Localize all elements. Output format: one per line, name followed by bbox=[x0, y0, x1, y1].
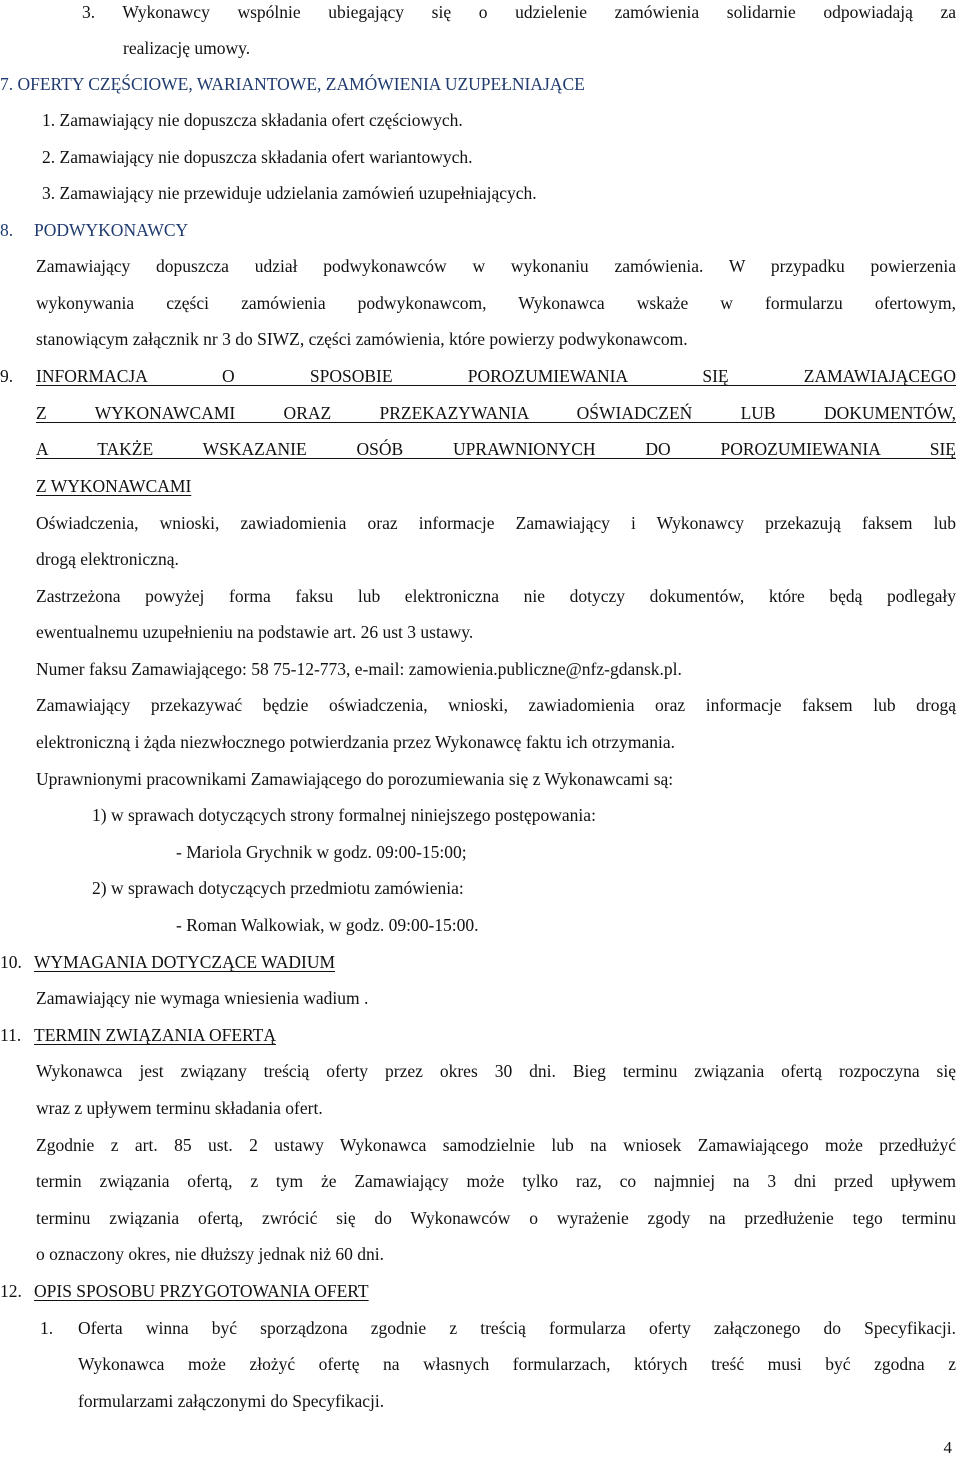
paragraph: Zastrzeżona powyżej forma faksu lub elektroniczna nie dotyczy dokumentów, które będą podlegały bbox=[36, 586, 956, 606]
section-heading-9: INFORMACJA O SPOSOBIE POROZUMIEWANIA SIĘ ZAMAWIAJĄCEGO bbox=[36, 366, 956, 386]
list-item: 2. Zamawiający nie dopuszcza składania ofert wariantowych. bbox=[42, 147, 473, 167]
paragraph: Zamawiający dopuszcza udział podwykonawców w wykonaniu zamówienia. W przypadku powierzenia bbox=[36, 256, 956, 276]
section-heading-8: 8. PODWYKONAWCY bbox=[0, 220, 189, 240]
list-item: 1) w sprawach dotyczących strony formalnej niniejszego postępowania: bbox=[92, 805, 596, 825]
paragraph: wraz z upływem terminu składania ofert. bbox=[36, 1098, 323, 1118]
list-item-continuation: formularzami załączonymi do Specyfikacji. bbox=[78, 1391, 385, 1411]
list-subitem: - Roman Walkowiak, w godz. 09:00-15:00. bbox=[176, 915, 479, 935]
list-item: Oferta winna być sporządzona zgodnie z treścią formularza oferty załączonego do Specyfikacji. bbox=[78, 1318, 956, 1338]
list-item-continuation: Wykonawca może złożyć ofertę na własnych formularzach, których treść musi być zgodna z bbox=[78, 1354, 956, 1374]
paragraph: wykonywania części zamówienia podwykonawcom, Wykonawca wskaże w formularzu ofertowym, bbox=[36, 293, 956, 313]
contact-line: Numer faksu Zamawiającego: 58 75-12-773, e-mail: zamowienia.publiczne@nfz-gdansk.pl. bbox=[36, 659, 682, 679]
paragraph: ewentualnemu uzupełnieniu na podstawie art. 26 ust 3 ustawy. bbox=[36, 622, 474, 642]
list-subitem: - Mariola Grychnik w godz. 09:00-15:00; bbox=[176, 842, 467, 862]
paragraph: terminu związania ofertą, zwrócić się do Wykonawców o wyrażenie zgody na przedłużenie tego terminu bbox=[36, 1208, 956, 1228]
list-item-number: 1. bbox=[40, 1318, 54, 1338]
list-item: 2) w sprawach dotyczących przedmiotu zamówienia: bbox=[92, 878, 464, 898]
section-heading-9-line: A TAKŻE WSKAZANIE OSÓB UPRAWNIONYCH DO POROZUMIEWANIA SIĘ bbox=[36, 439, 956, 459]
paragraph: termin związania ofertą, z tym że Zamawiający może tylko raz, co najmniej na 3 dni przed upływem bbox=[36, 1171, 956, 1191]
list-item: 3. Zamawiający nie przewiduje udzielania zamówień uzupełniających. bbox=[42, 183, 537, 203]
paragraph: drogą elektroniczną. bbox=[36, 549, 179, 569]
section-heading-7: 7. OFERTY CZĘŚCIOWE, WARIANTOWE, ZAMÓWIENIA UZUPEŁNIAJĄCE bbox=[0, 74, 585, 94]
page-number: 4 bbox=[943, 1438, 952, 1457]
paragraph: stanowiącym załącznik nr 3 do SIWZ, części zamówienia, które powierzy podwykonawcom. bbox=[36, 329, 688, 349]
section-number-9: 9. bbox=[0, 366, 14, 386]
section-heading-10: 10. WYMAGANIA DOTYCZĄCE WADIUM bbox=[0, 952, 336, 972]
paragraph: Zamawiający nie wymaga wniesienia wadium . bbox=[36, 988, 369, 1008]
section-heading-9-line: Z WYKONAWCAMI ORAZ PRZEKAZYWANIA OŚWIADCZEŃ LUB DOKUMENTÓW, bbox=[36, 403, 956, 423]
list-item: 3. Wykonawcy wspólnie ubiegający się o udzielenie zamówienia solidarnie odpowiadają za bbox=[82, 2, 956, 22]
paragraph: elektroniczną i żąda niezwłocznego potwierdzania przez Wykonawcę faktu ich otrzymania. bbox=[36, 732, 676, 752]
paragraph: Uprawnionymi pracownikami Zamawiającego do porozumiewania się z Wykonawcami są: bbox=[36, 769, 674, 789]
section-heading-12: 12. OPIS SPOSOBU PRZYGOTOWANIA OFERT bbox=[0, 1281, 369, 1301]
list-item-continuation: realizację umowy. bbox=[123, 38, 251, 58]
paragraph: o oznaczony okres, nie dłuższy jednak niż 60 dni. bbox=[36, 1244, 384, 1264]
paragraph: Oświadczenia, wnioski, zawiadomienia oraz informacje Zamawiający i Wykonawcy przekazują faksem lub bbox=[36, 513, 956, 533]
paragraph: Wykonawca jest związany treścią oferty przez okres 30 dni. Bieg terminu związania ofertą rozpoczyna się bbox=[36, 1061, 956, 1081]
paragraph: Zgodnie z art. 85 ust. 2 ustawy Wykonawca samodzielnie lub na wniosek Zamawiającego może przedłużyć bbox=[36, 1135, 956, 1155]
section-heading-11: 11. TERMIN ZWIĄZANIA OFERTĄ bbox=[0, 1025, 276, 1045]
list-item: 1. Zamawiający nie dopuszcza składania ofert częściowych. bbox=[42, 110, 463, 130]
paragraph: Zamawiający przekazywać będzie oświadczenia, wnioski, zawiadomienia oraz informacje faksem lub drogą bbox=[36, 695, 956, 715]
section-heading-9-line: Z WYKONAWCAMI bbox=[36, 476, 192, 496]
